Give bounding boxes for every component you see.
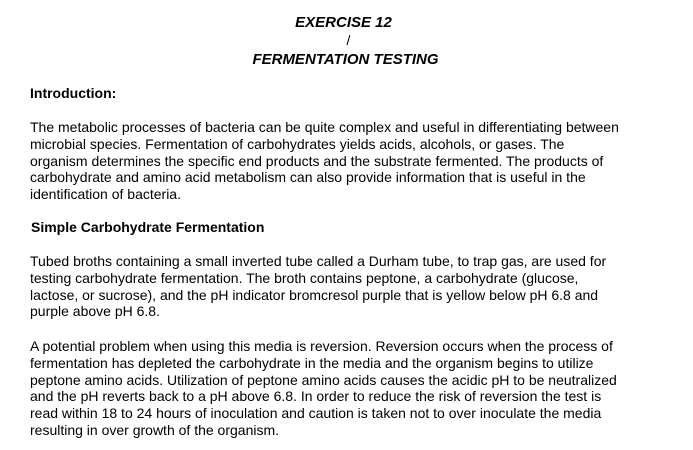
section-heading: Simple Carbohydrate Fermentation [31, 219, 265, 235]
title-separator: / [346, 32, 351, 48]
paragraph-line: identification of bacteria. [30, 186, 181, 203]
paragraph-line: organism determines the specific end products and the substrate fermented. The products of [30, 152, 604, 169]
paragraph-line: carbohydrate and amino acid metabolism can also provide information that is useful in the [30, 169, 586, 186]
introduction-paragraph [30, 119, 670, 203]
paragraph-line: and the pH reverts back to a pH above 6.8. In order to reduce the risk of reversion the test is [30, 388, 602, 405]
paragraph-line: microbial species. Fermentation of carbohydrates yields acids, alcohols, or gases. The [30, 135, 565, 152]
introduction-heading: Introduction: [30, 85, 117, 101]
paragraph-line: Tubed broths containing a small inverted tube called a Durham tube, to trap gas, are used for [30, 253, 607, 269]
fermentation-paragraph-2 [30, 338, 670, 439]
paragraph-line: resulting in over growth of the organism. [30, 421, 280, 438]
paragraph-line: peptone amino acids. Utilization of peptone amino acids causes the acidic pH to be neutralized [30, 371, 617, 388]
exercise-subtitle: FERMENTATION TESTING [252, 51, 439, 68]
exercise-title: EXERCISE 12 [295, 14, 392, 31]
paragraph-line: fermentation has depleted the carbohydrate in the media and the organism begins to utilize [30, 354, 594, 371]
paragraph-line: purple above pH 6.8. [30, 303, 160, 320]
paragraph-line: testing carbohydrate fermentation. The broth contains peptone, a carbohydrate (glucose, [30, 269, 579, 286]
paragraph-line: A potential problem when using this media is reversion. Reversion occurs when the process of [30, 338, 613, 354]
fermentation-paragraph-1 [30, 253, 670, 320]
paragraph-line: The metabolic processes of bacteria can be quite complex and useful in differentiating between [30, 119, 619, 135]
paragraph-line: lactose, or sucrose), and the pH indicator bromcresol purple that is yellow below pH 6.8 and [30, 286, 599, 303]
paragraph-line: read within 18 to 24 hours of inoculation and caution is taken not to over inoculate the media [30, 405, 602, 422]
